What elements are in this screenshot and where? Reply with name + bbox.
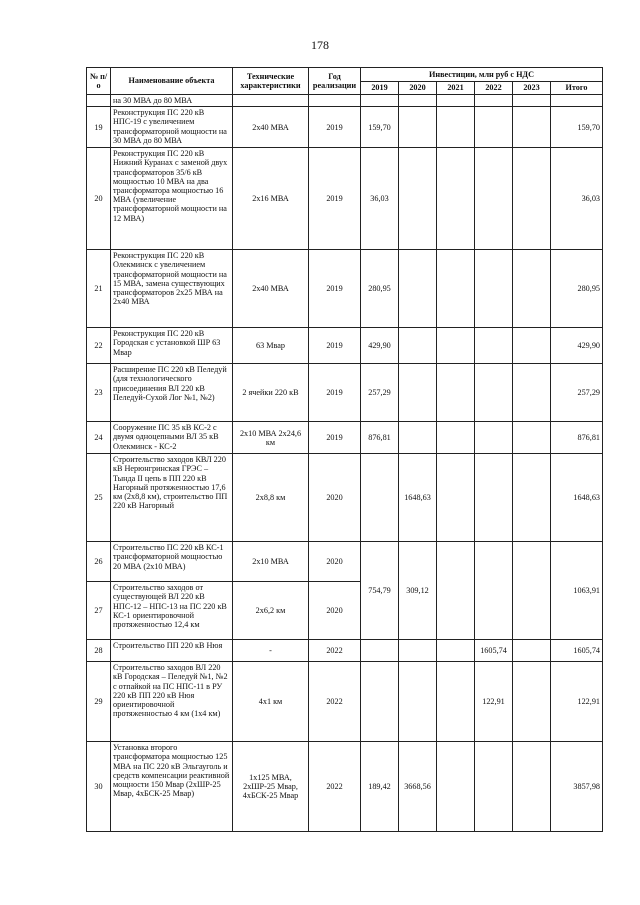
row-total: 36,03 (551, 148, 603, 250)
row-year: 2019 (309, 148, 361, 250)
table-row (87, 95, 603, 107)
row-tech: 2х40 МВА (233, 107, 309, 148)
row-2021 (437, 364, 475, 422)
table-row (87, 742, 603, 832)
row-num: 24 (87, 422, 111, 454)
row-2022 (475, 107, 513, 148)
row-year: 2022 (309, 662, 361, 742)
row-tech: 63 Мвар (233, 328, 309, 364)
row-total: 257,29 (551, 364, 603, 422)
row-2020 (399, 148, 437, 250)
row-2020 (399, 107, 437, 148)
table-row (87, 364, 603, 422)
row-2019 (361, 662, 399, 742)
merged-2023 (513, 542, 551, 640)
row-num: 20 (87, 148, 111, 250)
row-total: 159,70 (551, 107, 603, 148)
row-name: Строительство заходов КВЛ 220 кВ Нерюнгринская ГРЭС – Тында II цепь в ПП 220 кВ Нагорный протяженностью 17,6 км (2х8,8 км), строительство ПП 220 кВ Нагорный (111, 454, 233, 542)
header-2022: 2022 (475, 82, 513, 95)
row-2020 (399, 364, 437, 422)
row-tech: 4х1 км (233, 662, 309, 742)
row-name: Реконструкция ПС 220 кВ Олекминск с увеличением трансформаторной мощности на 15 МВА, замена существующих трансформаторов 2х25 МВА на 2х40 МВА (111, 250, 233, 328)
row-year: 2020 (309, 454, 361, 542)
row-2021 (437, 328, 475, 364)
row-name: Строительство ПС 220 кВ КС-1 трансформаторной мощностью 20 МВА (2х10 МВА) (111, 542, 233, 582)
row-2022 (475, 250, 513, 328)
row-2021 (437, 107, 475, 148)
row-2019 (361, 640, 399, 662)
row-tech: 2х40 МВА (233, 250, 309, 328)
row-name: Расширение ПС 220 кВ Пеледуй (для технологического присоединения ВЛ 220 кВ Пеледуй-Сухой Лог №1, №2) (111, 364, 233, 422)
row-2023 (513, 422, 551, 454)
row-total: 1605,74 (551, 640, 603, 662)
row-num: 21 (87, 250, 111, 328)
row-year: 2020 (309, 542, 361, 582)
row-name: Реконструкция ПС 220 кВ Нижний Куранах с заменой двух трансформаторов 35/6 кВ мощностью 10 МВА на два трансформатора мощностью 16 МВА (увеличение трансформаторной мощности на 12 МВА) (111, 148, 233, 250)
page-number: 178 (311, 38, 329, 52)
row-name: Сооружение ПС 35 кВ КС-2 с двумя одноцепными ВЛ 35 кВ Олекминск - КС-2 (111, 422, 233, 454)
row-2022: 122,91 (475, 662, 513, 742)
row-2021 (437, 422, 475, 454)
row-2020 (399, 640, 437, 662)
merged-2021 (437, 542, 475, 640)
row-2022 (475, 328, 513, 364)
merged-2019: 754,79 (361, 542, 399, 640)
row-tech: 2х8,8 км (233, 454, 309, 542)
row-2023 (513, 742, 551, 832)
header-name: Наименование объекта (111, 68, 233, 95)
row-2020 (399, 422, 437, 454)
row-name: Установка второго трансформатора мощностью 125 МВА на ПС 220 кВ Эльгауголь и средств компенсации реактивной мощности 150 Мвар (2хШР-25 Мвар, 4хБСК-25 Мвар) (111, 742, 233, 832)
table-row (87, 422, 603, 454)
row-name: Реконструкция ПС 220 кВ Городская с установкой ШР 63 Мвар (111, 328, 233, 364)
row-num: 27 (87, 582, 111, 640)
table-row (87, 250, 603, 328)
row-num: 29 (87, 662, 111, 742)
table-row (87, 328, 603, 364)
row-2023 (513, 640, 551, 662)
header-2020: 2020 (399, 82, 437, 95)
row-2020: 3668,56 (399, 742, 437, 832)
row-2022: 1605,74 (475, 640, 513, 662)
row-total: 429,90 (551, 328, 603, 364)
row-2019 (361, 454, 399, 542)
row-2022 (475, 454, 513, 542)
row-tech: 1х125 МВА, 2хШР-25 Мвар, 4хБСК-25 Мвар (233, 742, 309, 832)
row-num: 25 (87, 454, 111, 542)
row-tech: 2х6,2 км (233, 582, 309, 640)
row-2022 (475, 148, 513, 250)
row-year: 2019 (309, 107, 361, 148)
header-num: № п/о (87, 68, 111, 95)
row-2022 (475, 422, 513, 454)
row-total: 1648,63 (551, 454, 603, 542)
table-row (87, 662, 603, 742)
row-name: Строительство заходов от существующей ВЛ 220 кВ НПС-12 – НПС-13 на ПС 220 кВ КС-1 ориентировочной протяженностью 12,4 км (111, 582, 233, 640)
row-2019: 257,29 (361, 364, 399, 422)
row-name: Строительство заходов ВЛ 220 кВ Городская – Пеледуй №1, №2 с отпайкой на ПС НПС-11 в РУ 220 кВ ПП 220 кВ Нюя ориентировочной протяженностью 4 км (1х4 км) (111, 662, 233, 742)
row-num: 23 (87, 364, 111, 422)
row-num: 28 (87, 640, 111, 662)
table-row (87, 107, 603, 148)
header-2019: 2019 (361, 82, 399, 95)
header-tech: Технические характеристики (233, 68, 309, 95)
row-2023 (513, 364, 551, 422)
header-total: Итого (551, 82, 603, 95)
row-2019: 280,95 (361, 250, 399, 328)
row-2021 (437, 662, 475, 742)
row-year: 2020 (309, 582, 361, 640)
table-row (87, 640, 603, 662)
row-year: 2019 (309, 364, 361, 422)
row-2023 (513, 148, 551, 250)
row-year: 2019 (309, 250, 361, 328)
row-total: 3857,98 (551, 742, 603, 832)
row-total: 122,91 (551, 662, 603, 742)
merged-total: 1063,91 (551, 542, 603, 640)
row-2021 (437, 742, 475, 832)
row-total: 280,95 (551, 250, 603, 328)
row-tech: - (233, 640, 309, 662)
row-year: 2022 (309, 640, 361, 662)
merged-2020: 309,12 (399, 542, 437, 640)
row-name: Реконструкция ПС 220 кВ НПС-19 с увеличением трансформаторной мощности на 30 МВА до 80 МВА (111, 107, 233, 148)
row-tech: 2х16 МВА (233, 148, 309, 250)
row-tech: 2 ячейки 220 кВ (233, 364, 309, 422)
row-2021 (437, 250, 475, 328)
investment-table (86, 67, 603, 832)
row-2019: 876,81 (361, 422, 399, 454)
row-2021 (437, 148, 475, 250)
row-2023 (513, 454, 551, 542)
row-2019: 36,03 (361, 148, 399, 250)
row-total: 876,81 (551, 422, 603, 454)
row-2023 (513, 107, 551, 148)
header-2021: 2021 (437, 82, 475, 95)
row-num: 30 (87, 742, 111, 832)
table-row (87, 148, 603, 250)
row-year: 2019 (309, 422, 361, 454)
table-row (87, 542, 603, 582)
row-2020 (399, 328, 437, 364)
header-invest: Инвестиции, млн руб с НДС (361, 68, 603, 82)
row-2020 (399, 662, 437, 742)
row-name: Строительство ПП 220 кВ Нюя (111, 640, 233, 662)
row-2023 (513, 250, 551, 328)
row-year: 2022 (309, 742, 361, 832)
row-num: 22 (87, 328, 111, 364)
row-2019: 159,70 (361, 107, 399, 148)
row-2021 (437, 640, 475, 662)
row-num: 19 (87, 107, 111, 148)
row-2020 (399, 250, 437, 328)
row-2023 (513, 328, 551, 364)
row-2021 (437, 454, 475, 542)
row-2020: 1648,63 (399, 454, 437, 542)
row-2023 (513, 662, 551, 742)
merged-2022 (475, 542, 513, 640)
row-2019: 429,90 (361, 328, 399, 364)
row-year: 2019 (309, 328, 361, 364)
carryover-text: на 30 МВА до 80 МВА (111, 95, 233, 107)
table-row (87, 454, 603, 542)
row-2022 (475, 742, 513, 832)
row-2019: 189,42 (361, 742, 399, 832)
header-2023: 2023 (513, 82, 551, 95)
row-2022 (475, 364, 513, 422)
row-num: 26 (87, 542, 111, 582)
header-year: Год реализации (309, 68, 361, 95)
row-tech: 2х10 МВА (233, 542, 309, 582)
row-tech: 2х10 МВА 2х24,6 км (233, 422, 309, 454)
